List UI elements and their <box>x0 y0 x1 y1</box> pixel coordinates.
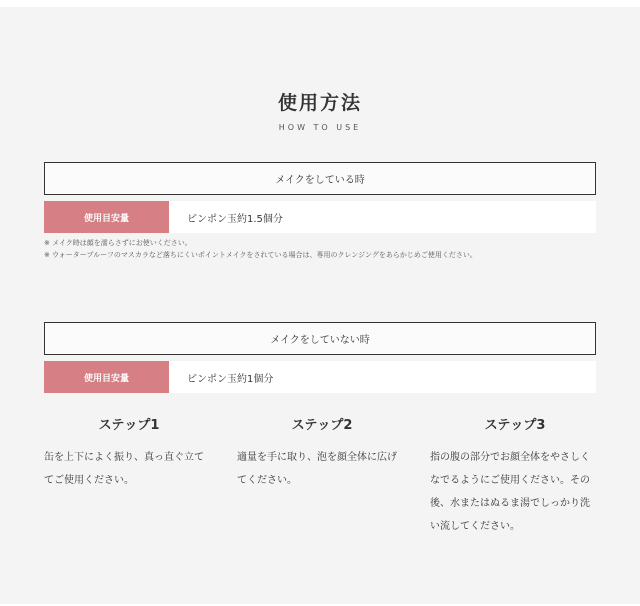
amount-value: ピンポン玉約1個分 <box>187 373 274 385</box>
section-heading-with-makeup: メイクをしている時 <box>44 162 596 195</box>
step-text-line: 後、水またはぬるま湯でしっかり洗 <box>430 498 590 509</box>
page-title: 使用方法 <box>277 92 362 114</box>
section-heading-without-makeup: メイクをしていない時 <box>44 322 596 355</box>
amount-label: 使用目安量 <box>44 201 169 233</box>
note-line: ※ メイク時は顔を濡らさずにお使いください。 <box>44 239 192 247</box>
step-title: ステップ3 <box>484 418 546 433</box>
step-text-line: てください。 <box>237 475 297 486</box>
amount-row-without-makeup <box>44 361 596 393</box>
step-text <box>430 446 600 538</box>
step-text <box>44 446 214 492</box>
step-text-line: い流してください。 <box>430 521 520 532</box>
amount-value: ピンポン玉約1.5個分 <box>187 213 283 225</box>
amount-row-with-makeup <box>44 201 596 233</box>
page-subtitle: HOW TO USE <box>278 123 362 132</box>
step-text-line: なでるようにご使用ください。その <box>430 475 590 486</box>
step-2 <box>237 414 407 492</box>
step-title: ステップ2 <box>291 418 353 433</box>
step-text-line: 缶を上下によく振り、真っ直ぐ立て <box>44 452 204 463</box>
step-text-line: 指の腹の部分でお顔全体をやさしく <box>430 452 590 463</box>
note-line: ※ ウォータープルーフのマスカラなど落ちにくいポイントメイクをされている場合は、専用のクレンジングをあらかじめご使用ください。 <box>44 251 477 259</box>
step-text-line: 適量を手に取り、泡を顔全体に広げ <box>237 452 397 463</box>
amount-label: 使用目安量 <box>44 361 169 393</box>
step-3 <box>430 414 600 538</box>
step-text <box>237 446 407 492</box>
step-1 <box>44 414 214 492</box>
step-text-line: てご使用ください。 <box>44 475 134 486</box>
step-title: ステップ1 <box>98 418 160 433</box>
